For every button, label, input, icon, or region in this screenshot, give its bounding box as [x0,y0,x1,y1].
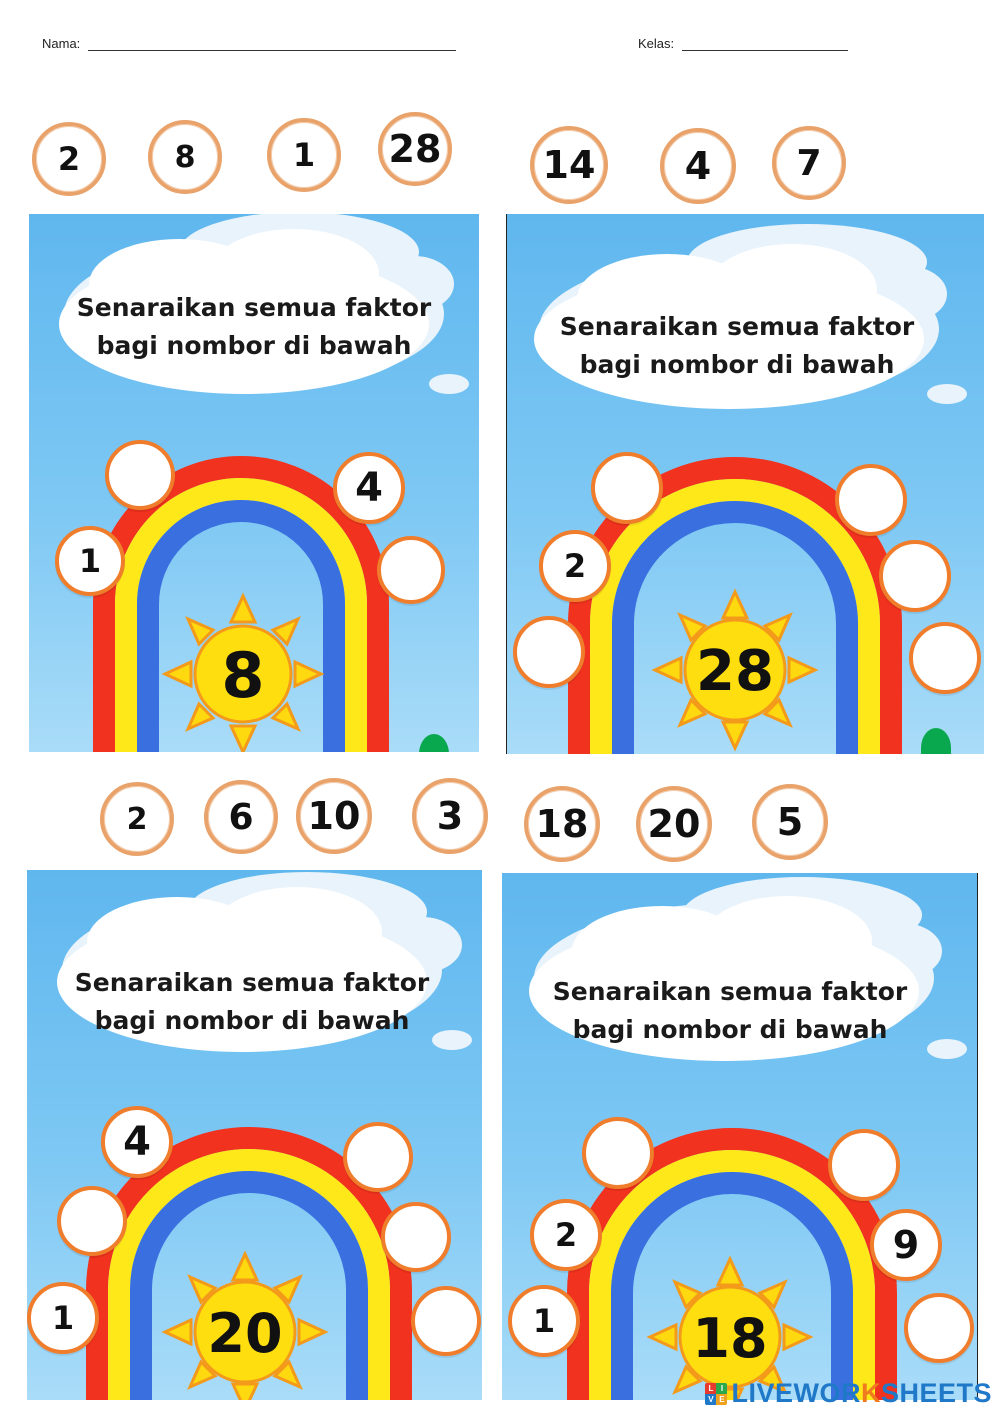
answer-slot[interactable] [57,1186,127,1256]
worksheet-panel-18 [502,873,978,1400]
answer-slot[interactable] [582,1117,654,1189]
answer-slot[interactable]: 1 [55,526,125,596]
answer-slot[interactable]: 1 [27,1282,99,1354]
liveworksheets-logo-icon: L I V E [705,1383,727,1405]
answer-slot[interactable]: 9 [870,1209,942,1281]
target-number: 20 [207,1301,283,1365]
instruction-line-1: Senaraikan semua faktor [552,977,908,1006]
answer-chip[interactable]: 4 [660,128,736,204]
instruction-line-2: bagi nombor di bawah [96,331,412,360]
instruction-line-2: bagi nombor di bawah [572,1015,888,1044]
target-number: 18 [692,1306,768,1370]
liveworksheets-logo [705,1378,992,1409]
answer-slot[interactable] [411,1286,481,1356]
worksheet-panel-8 [29,214,479,752]
instruction-line-1: Senaraikan semua faktor [76,293,432,322]
answer-slot[interactable]: 4 [333,452,405,524]
answer-slot[interactable] [105,440,175,510]
instruction-text [59,289,449,365]
instruction-text [537,308,937,384]
class-label: Kelas: [638,36,675,51]
answer-slot[interactable]: 4 [101,1106,173,1178]
answer-slot[interactable] [879,540,951,612]
name-label: Nama: [42,36,81,51]
answer-slot[interactable] [828,1129,900,1201]
answer-slot[interactable] [381,1202,451,1272]
answer-slot[interactable]: 1 [508,1285,580,1357]
answer-slot[interactable] [835,464,907,536]
answer-slot[interactable] [904,1293,974,1363]
answer-chip[interactable]: 1 [267,118,341,192]
answer-chip[interactable]: 14 [530,126,608,204]
worksheet-panel-20 [27,870,482,1400]
class-input-line[interactable] [682,38,848,51]
answer-chip[interactable]: 7 [772,126,846,200]
answer-slot[interactable]: 2 [530,1199,602,1271]
answer-slot[interactable] [377,536,445,604]
instruction-line-1: Senaraikan semua faktor [559,312,915,341]
name-input-line[interactable] [88,38,456,51]
instruction-line-2: bagi nombor di bawah [94,1006,410,1035]
answer-slot[interactable] [909,622,981,694]
answer-chip[interactable]: 28 [378,112,452,186]
answer-chip[interactable]: 3 [412,778,488,854]
name-field [42,36,456,51]
target-number: 28 [696,638,774,704]
answer-slot[interactable] [513,616,585,688]
answer-chip[interactable]: 2 [100,782,174,856]
answer-slot[interactable] [591,452,663,524]
answer-chip[interactable]: 18 [524,786,600,862]
answer-chip[interactable]: 6 [204,780,278,854]
instruction-text [52,964,452,1040]
instruction-line-1: Senaraikan semua faktor [74,968,430,997]
answer-chip[interactable]: 8 [148,120,222,194]
answer-chip[interactable]: 5 [752,784,828,860]
liveworksheets-wordmark: LIVEWORKSHEETS [731,1378,992,1408]
instruction-text [530,973,930,1049]
target-number: 8 [221,638,265,712]
answer-chip[interactable]: 2 [32,122,106,196]
class-field [638,36,848,51]
answer-chip[interactable]: 10 [296,778,372,854]
instruction-line-2: bagi nombor di bawah [579,350,895,379]
answer-chip[interactable]: 20 [636,786,712,862]
answer-slot[interactable] [343,1122,413,1192]
worksheet-panel-28 [506,214,984,754]
answer-slot[interactable]: 2 [539,530,611,602]
